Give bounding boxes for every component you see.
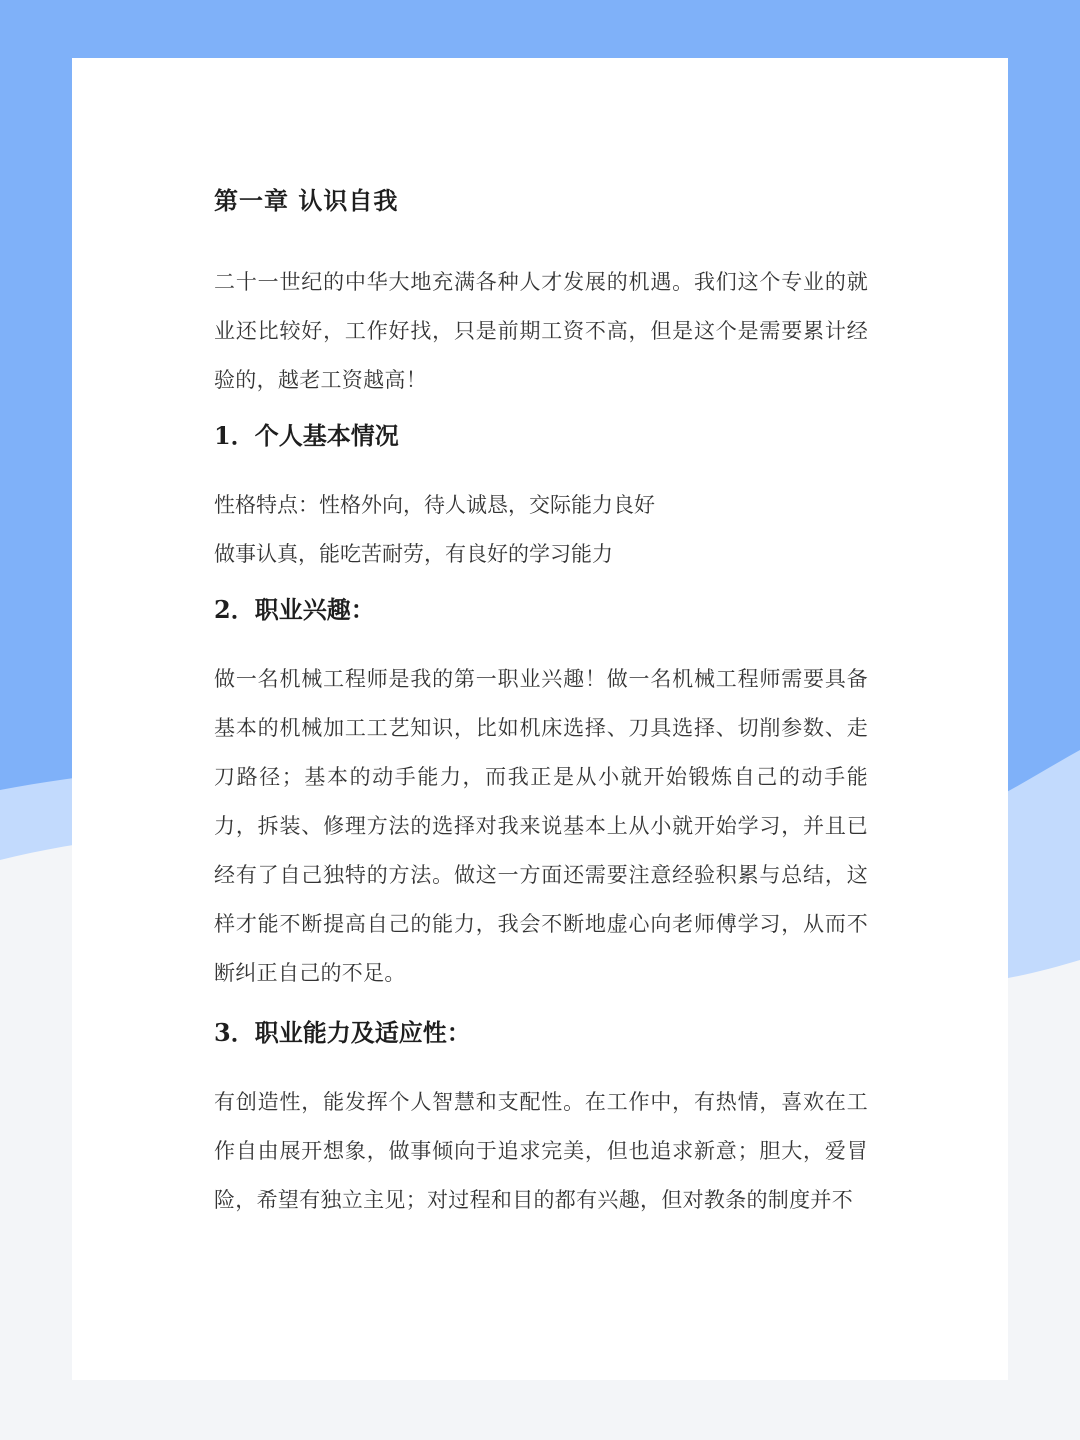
section-title-personal-info: 1．个人基本情况: [214, 421, 399, 450]
personal-info-line-1: 性格特点：性格外向，待人诚恳，交际能力良好: [214, 493, 655, 517]
section-title-career-interest: 2．职业兴趣：: [214, 595, 375, 624]
chapter-title: 第一章 认识自我: [214, 186, 399, 215]
section-title-career-ability: 3．职业能力及适应性：: [214, 1018, 471, 1047]
personal-info-line-2: 做事认真，能吃苦耐劳，有良好的学习能力: [214, 542, 613, 566]
career-ability-paragraph: 有创造性，能发挥个人智慧和支配性。在工作中，有热情，喜欢在工作自由展开想象，做事倾向于追求完美，但也追求新意；胆大，爱冒险，希望有独立主见；对过程和目的都有兴趣，但对教条的制度并不: [214, 1090, 868, 1212]
intro-paragraph: 二十一世纪的中华大地充满各种人才发展的机遇。我们这个专业的就业还比较好，工作好找，只是前期工资不高，但是这个是需要累计经验的，越老工资越高！: [214, 270, 868, 392]
career-interest-paragraph: 做一名机械工程师是我的第一职业兴趣！做一名机械工程师需要具备基本的机械加工工艺知识，比如机床选择、刀具选择、切削参数、走刀路径；基本的动手能力，而我正是从小就开始锻炼自己的动手能力，拆装、修理方法的选择对我来说基本上从小就开始学习，并且已经有了自己独特的方法。做这一方面还需要注意经验积累与总结，这样才能不断提高自己的能力，我会不断地虚心向老师傅学习，从而不断纠正自己的不足。: [214, 667, 868, 985]
document-page: [72, 58, 1008, 1380]
